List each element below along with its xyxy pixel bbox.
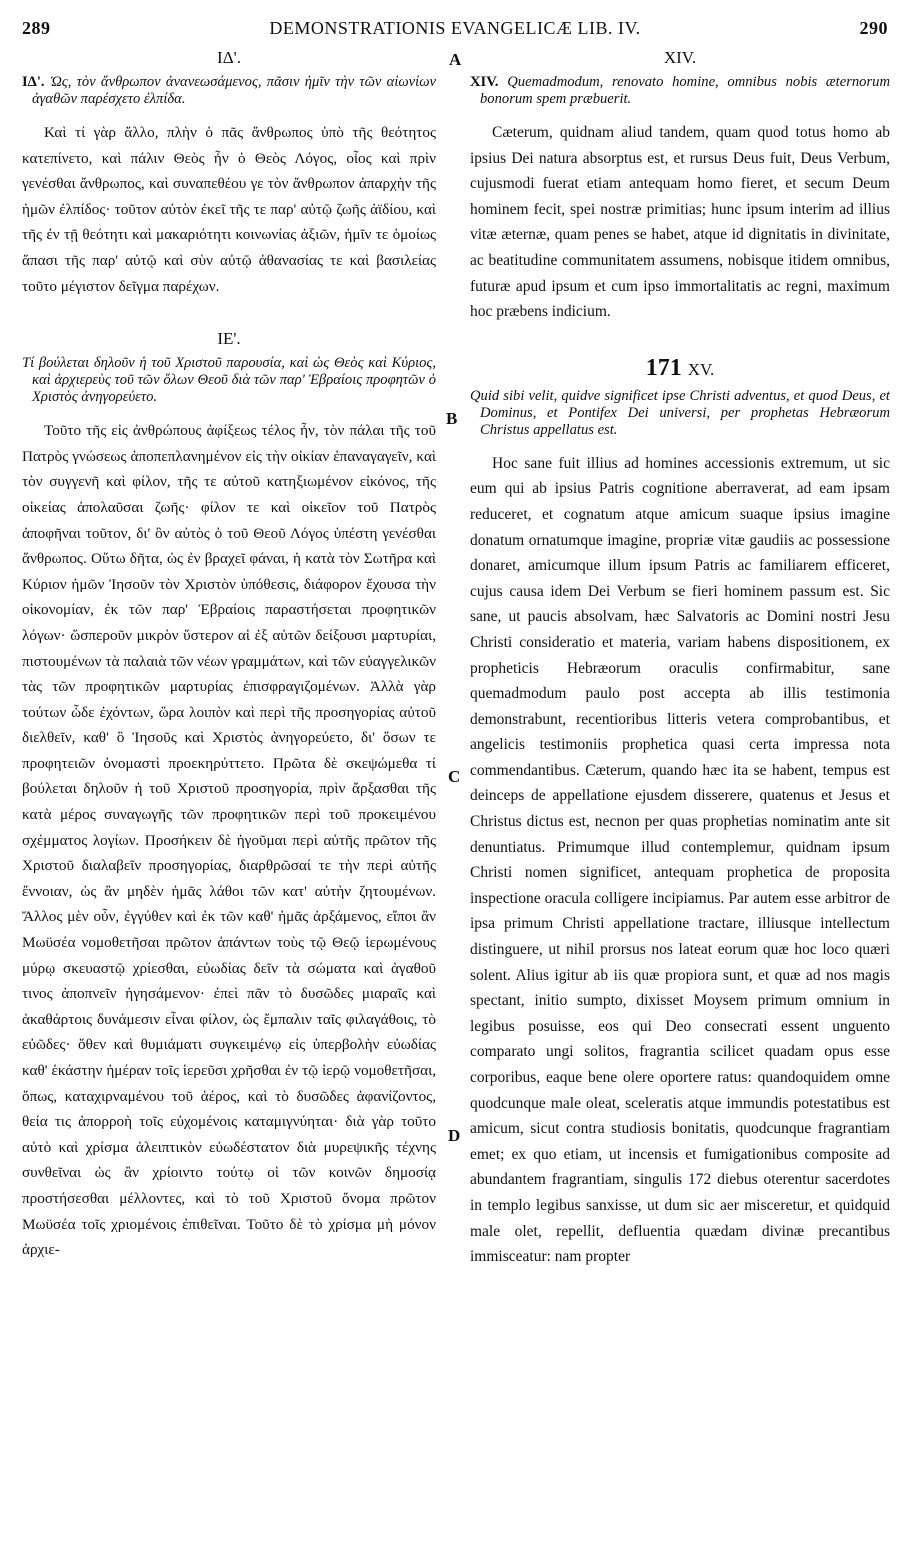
greek-chapter-15-heading: ΙΕ'. xyxy=(217,329,241,349)
greek-chapter-15-summary: Τί βούλεται δηλοῦν ἡ τοῦ Χριστοῦ παρουσία, καὶ ὡς Θεὸς καὶ Κύριος, καὶ ἀρχιερεὺς τοῦ τῶν ὅλων Θεοῦ διὰ τῶν παρ' Ἑβραίοις προφητῶν ὁ Χριστὸς ἀνηγορεύετο. xyxy=(22,355,436,406)
latin-chapter-14-heading: XIV. xyxy=(663,48,697,67)
latin-chapter-14-summary-text: Quemadmodum, renovato homine, omnibus nobis æternorum bonorum spem præbuerit. xyxy=(480,74,890,107)
greek-column xyxy=(22,48,436,1263)
margin-marker-d: D xyxy=(448,1126,461,1145)
margin-marker-a: A xyxy=(449,50,462,69)
latin-chapter-15-text: Hoc sane fuit illius ad homines accessionis extremum, ut sic eum qui ab ipsius Patris cognitione aberraverat, ad eam ipsam reduceret, et cognatum atque amicum suaque ipsius imagine donatum ornatumque imagine, propriæ vitæ gaudiis ac possessione donaret, amicumque illum ipsum Patris ac familiarem efficeret, cujus causa idem Dei Verbum se fieri hominem passum est. Sic sane, ut paucis absolvam, hæc Salvatoris ac Domini nostri Jesu Christi consideratio et materia, variam habens dispositionem, ex propheticis Hebræorum oraculis confirmabitur, sane quemadmodum paulo post accepta ab illis testimonia demonstrabunt, recentioribus litteris vetera comprobantibus, et angelicis testimoniis prophetica quasi certa impressa nota commendantibus. Cæterum, quando hæc ita se habent, tempus est deinceps de appellatione ejusdem disserere, quatenus et Jesus et Christus dictus est, necnon per quas prophetias nominatim ante sit denuntiatus. Primumque illud contemplemur, quidnam ipsum Christi nomen significet, antequam propheticа de proposita inspectione oracula colligere incipiamus. Par autem esse arbitror de ipsa primum Christi appellatione tractare, illiusque intellectum distinguere, ut nihil prorsus nos lateat eorum quæ hoc loco quæri solent. Alius igitur ab iis quæ propiora sunt, et quæ ad nos magis spectant, initio sumpto, dixisset Moysem primum omnium in legibus posuisse, eos qui Deo consecrati essent unguento comparato ungi solitos, fragrantia scilicet quadam opus esse corporibus, eaque bene olere oportere ratus: quandoquidem omne quodcunque male oleat, sceleratis atque immundis potestatibus est amicum, sicut contra studiosis bonitatis, quodcunque fragrantiam emet; ex quo etiam, ut incensis et fumigationibus composite ad abundantem fragrantiam, singulis 172 diebus oterentur sacerdotes in templo legibus sanxisse, ut dum sic aer misceretur, et quidquid male olet, repellit, defluentia quædam divinæ precantibus immisceatur: nam propter xyxy=(470,454,890,1266)
greek-chapter-14-summary xyxy=(22,74,436,108)
latin-column xyxy=(470,48,890,1270)
latin-chapter-15-heading xyxy=(470,355,890,382)
greek-chapter-14-text: Καὶ τί γὰρ ἄλλο, πλὴν ὁ πᾶς ἄνθρωπος ὑπὸ τῆς θεότητος κατεπίνετο, καὶ πάλιν Θεὸς ἦν ὁ Θεὸς Λόγος, οἷος καὶ πρὶν γενέσθαι ἄνθρωπος, καὶ συναπεθέου γε τὸν ἄνθρωπον ἀπαρχὴν τῆς ἡμῶν ἐλπίδος· τοῦτον αὐτὸν ἐκεῖ τῆς τε παρ' αὐτῷ ζωῆς ἀϊδίου, καὶ τῆς ἐν τῇ θεότητι καὶ μακαριότητι κοινωνίας ἀξιῶν, ἡμῖν τε ὁμοίως ἅπασι τῆς παρ' αὐτῷ καὶ σὺν αὐτῷ ἀθανασίας τε καὶ βασιλείας τοῦτο μέγιστον δεῖγμα παρέχων. xyxy=(22,124,436,295)
latin-chapter-14-summary xyxy=(470,74,890,108)
greek-chapter-14-heading: ΙΔ'. xyxy=(217,48,241,67)
greek-chapter-14-number: ΙΔ'. xyxy=(22,74,45,90)
page-marker-171: 171 xyxy=(645,354,682,381)
latin-chapter-14-number: XIV. xyxy=(470,74,499,90)
margin-marker-b: B xyxy=(446,409,458,428)
greek-chapter-14-summary-text: Ὡς, τὸν ἄνθρωπον ἀνανεωσάμενος, πᾶσιν ἡμῖν τὴν τῶν αἰωνίων ἀγαθῶν παρέσχετο ἐλπίδα. xyxy=(32,74,436,107)
page-number-right: 290 xyxy=(859,18,888,38)
latin-chapter-14-text: Cæterum, quidnam aliud tandem, quam quod totus homo ab ipsius Dei natura absorptus est, et rursus Deus fuit, Deus Verbum, cujusmodi fuerat etiam antequam homo fieret, et secum Deum hominem fecit, spei nostræ primitias; hunc ipsum interim ad illius vitæ æternæ, quam penes se habet, atque id dignitatis in divinitate, ac beatitudine communitatem assumens, nobisque itidem omnibus, futuræ apud ipsum et cum ipso immortalitatis ac regni, maximum hoc præbens indicium. xyxy=(470,124,890,321)
greek-chapter-15-text: Τοῦτο τῆς εἰς ἀνθρώπους ἀφίξεως τέλος ἦν, τὸν πάλαι τῆς τοῦ Πατρὸς γνώσεως ἀποπεπλανημένον εἰς τὴν οἰκίαν ἐπαναγαγεῖν, καὶ τὸν συγγενῆ καὶ φίλον, τῆς τε αὐτοῦ κατηξιωμένον εἰκόνος, τῆς οἰκείας ἀπολαῦσαι ζωῆς· φίλον τε καὶ οἰκεῖον τοῦ Πατρὸς ἀποφῆναι τοῦτον, δι' ὃν αὐτὸς ὁ τοῦ Θεοῦ Λόγος ὑπέστη γενέσθαι ἄνθρωπος. Οὕτω δῆτα, ὡς ἐν βραχεῖ φάναι, ἡ κατὰ τὸν Σωτῆρα καὶ Κύριον ἡμῶν Ἰησοῦν τὸν Χριστὸν ὑπόθεσις, διάφορον ἔχουσα τὴν οἰκονομίαν, ἐκ τῶν παρ' Ἑβραίοις παραστήσεται προφητικῶν λόγων· ὥσπεροῦν μικρὸν ὕστερον αἱ ἐξ αὐτῶν δείξουσι μαρτυρίαι, πιστουμένων τὰ παλαιὰ τῶν νέων γραμμάτων, καὶ τῶν εὐαγγελικῶν τὰς τῶν προφητικῶν μαρτυρίας ἐπισφραγιζομένων. Ἀλλὰ γὰρ τούτων ὧδε ἐχόντων, ὥρα λοιπὸν καὶ περὶ τῆς προσηγορίας αὐτοῦ διελθεῖν, καθ' ὃ Ἰησοῦς καὶ Χριστὸς ἀνηγορεύετο, δι' ὅσων τε προφητειῶν ὀνομαστὶ προεκηρύττετο. Πρῶτα δὲ σκεψώμεθα τί βούλεται δηλοῦν ἡ τοῦ Χριστοῦ προσηγορία, πρὶν ἄρξασθαι τῆς κατὰ μέρος συναγωγῆς τῶν προφητικῶν περὶ τοῦ προκειμένου σχέμματος λογίων. Προσήκειν δὲ ἡγοῦμαι περὶ αὐτῆς πρῶτον τῆς Χριστοῦ διαλαβεῖν προσηγορίας, διαρθρῶσαί τε τὴν περὶ αὐτῆς ἔννοιαν, ὡς ἂν μηδὲν ἡμᾶς λάθοι τῶν κατ' αὐτὴν ζητουμένων. Ἄλλος μὲν οὖν, ἐγγύθεν καὶ ἐκ τῶν καθ' ἡμᾶς ἀρξάμενος, εἴποι ἂν Μωϋσέα νομοθετῆσαι πρῶτον ἁπάντων τοὺς τῷ Θεῷ ἱερωμένους μύρῳ σκευαστῷ χρίεσθαι, εὐωδίας δεῖν τὰ σώματα καὶ ἀγαθοῦ τινος ἀποπνεῖν ἡγησάμενον· ἐπεὶ πᾶν τὸ δυσῶδες μιαραῖς καὶ ἀκαθάρτοις δυνάμεσιν εἶναι φίλον, ὡς ἔμπαλιν ταῖς φιλαγάθοις, τὸ εὐῶδες· ὅθεν καὶ θυμιάματι συγκειμένῳ εἰς ὑπερβολὴν εὐωδίας καθ' ἑκάστην ἡμέραν τοῖς ἱερεῦσι χρῆσθαι ἐν τῷ ἱερῷ νομοθετῆσαι, ὅπως, καταχιρναμένου τοῦ ἀέρος, καὶ τὸ δυσῶδες ἀφανίζοντος, θεία τις ἀπορροὴ τοῖς εὐχομένοις καταμιγνύηται· διὰ γὰρ τοῦτο αὐτὸ καὶ χρίσμα ἀλειπτικὸν εὐωδέστατον διὰ μυρεψικῆς τέχνης συνθεῖναι ὡς ἂν χρίοιντο τούτῳ οἱ τῶν κοινῶν δημοσίᾳ προστήσεσθαι μέλλοντες, καὶ τὸ τοῦ Χριστοῦ ὄνομα πρῶτον Μωϋσέα τοῖς χριομένοις ἐπιθεῖναι. Τοῦτο δὲ τὸ χρίσμα μὴ μόνον ἀρχιε- xyxy=(22,422,436,1259)
margin-marker-c: C xyxy=(448,767,461,786)
page-number-left: 289 xyxy=(22,18,51,38)
latin-chapter-15-summary: Quid sibi velit, quidve significet ipse Christi adventus, et quod Deus, et Dominus, et Pontifex Dei universi, per prophetas Hebræorum Christus appellatus est. xyxy=(470,387,890,438)
latin-chapter-15-number: XV. xyxy=(687,359,715,379)
running-header xyxy=(22,18,888,44)
running-title: DEMONSTRATIONIS EVANGELICÆ LIB. IV. xyxy=(269,18,641,38)
